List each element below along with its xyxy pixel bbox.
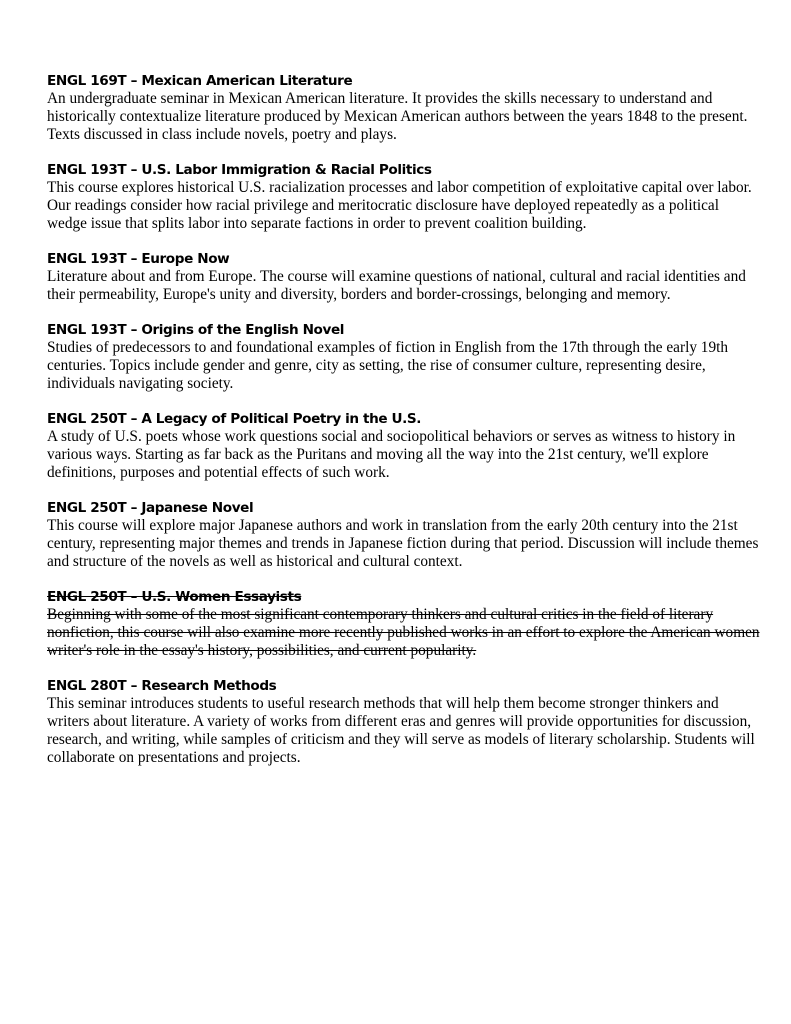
course-description: Beginning with some of the most significant contemporary thinkers and cultural critics in the field of literary nonfiction, this course will also examine more recently published works in an effort to explore the American women writer's role in the essay's history, possibilities, and current popularity.: [47, 606, 760, 659]
course-entry-engl-280t: [47, 677, 762, 767]
course-description: An undergraduate seminar in Mexican American literature. It provides the skills necessary to understand and historically contextualize literature produced by Mexican American authors between the years 1848 to the present. Texts discussed in class include novels, poetry and plays.: [47, 90, 748, 143]
course-title: ENGL 193T – Origins of the English Novel: [47, 322, 345, 338]
course-list: [47, 72, 762, 784]
course-entry-engl-193t-europe: [47, 250, 762, 304]
course-description: This course will explore major Japanese authors and work in translation from the early 20th century into the 21st century, representing major themes and trends in Japanese fiction during that period. Discussion will include themes and structure of the novels as well as historical and cultural context.: [47, 517, 759, 570]
course-description: Literature about and from Europe. The course will examine questions of national, cultural and racial identities and their permeability, Europe's unity and diversity, borders and border-crossings, belonging and memory.: [47, 268, 746, 303]
course-description: Studies of predecessors to and foundational examples of fiction in English from the 17th through the early 19th centuries. Topics include gender and genre, city as setting, the rise of consumer culture, representing desire, individuals navigating society.: [47, 339, 728, 392]
course-entry-engl-193t-labor: [47, 161, 762, 233]
course-entry-engl-250t-poetry: [47, 410, 762, 482]
course-entry-engl-250t-japanese: [47, 499, 762, 571]
course-entry-engl-250t-essayists-cancelled: [47, 588, 762, 660]
course-description: This seminar introduces students to useful research methods that will help them become stronger thinkers and writers about literature. A variety of works from different eras and genres will provide opportunities for discussion, research, and writing, while samples of criticism and they will serve as models of literary scholarship. Students will collaborate on presentations and projects.: [47, 695, 755, 766]
course-title: ENGL 250T – U.S. Women Essayists: [47, 589, 302, 605]
course-title: ENGL 193T – U.S. Labor Immigration & Racial Politics: [47, 162, 432, 178]
course-title: ENGL 280T – Research Methods: [47, 678, 277, 694]
course-title: ENGL 169T – Mexican American Literature: [47, 73, 353, 89]
course-title: ENGL 193T – Europe Now: [47, 251, 230, 267]
course-description: This course explores historical U.S. racialization processes and labor competition of exploitative capital over labor. Our readings consider how racial privilege and meritocratic disclosure have deployed repeatedly as a political wedge issue that splits labor into separate factions in order to prevent coalition building.: [47, 179, 752, 232]
course-title: ENGL 250T – Japanese Novel: [47, 500, 254, 516]
course-entry-engl-169t: [47, 72, 762, 144]
course-description: A study of U.S. poets whose work questions social and sociopolitical behaviors or serves as witness to history in various ways. Starting as far back as the Puritans and moving all the way into the 21st century, we'll explore definitions, purposes and potential effects of such work.: [47, 428, 736, 481]
course-entry-engl-193t-novel: [47, 321, 762, 393]
course-title: ENGL 250T – A Legacy of Political Poetry in the U.S.: [47, 411, 422, 427]
